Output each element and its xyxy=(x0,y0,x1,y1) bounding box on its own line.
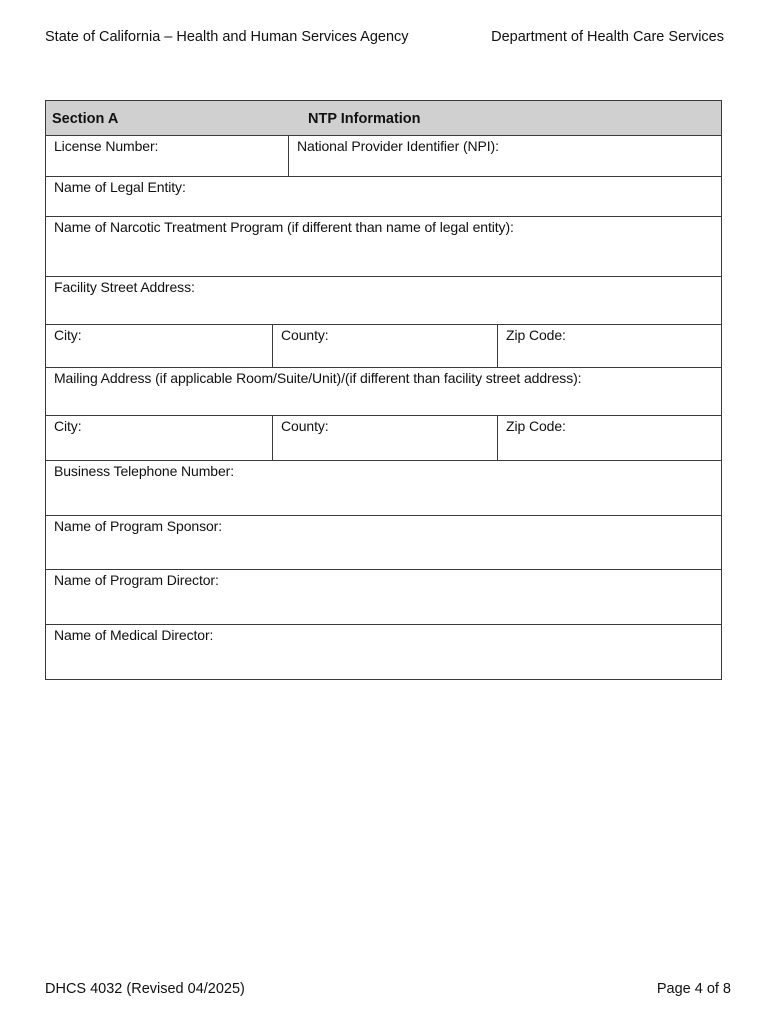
business-phone-field[interactable]: Business Telephone Number: xyxy=(54,463,235,479)
form-id: DHCS 4032 (Revised 04/2025) xyxy=(45,981,245,997)
medical-director-row xyxy=(46,625,721,679)
section-label: Section A xyxy=(52,111,119,127)
program-director-row xyxy=(46,570,721,625)
facility-city-field[interactable]: City: xyxy=(54,327,82,343)
section-title: NTP Information xyxy=(308,111,421,127)
page-number: Page 4 of 8 xyxy=(656,981,731,997)
ntp-name-field[interactable]: Name of Narcotic Treatment Program (if different than name of legal entity): xyxy=(54,219,514,235)
mailing-address-row xyxy=(46,368,721,416)
npi-field[interactable]: National Provider Identifier (NPI): xyxy=(288,136,721,176)
mailing-county-field[interactable]: County: xyxy=(272,416,497,460)
license-number-field[interactable]: License Number: xyxy=(54,138,159,154)
department-header: Department of Health Care Services xyxy=(491,29,724,45)
facility-address-field[interactable]: Facility Street Address: xyxy=(54,279,195,295)
business-phone-row xyxy=(46,461,721,516)
program-sponsor-row xyxy=(46,516,721,570)
agency-header: State of California – Health and Human Services Agency xyxy=(45,29,409,45)
program-director-field[interactable]: Name of Program Director: xyxy=(54,572,219,588)
ntp-name-row xyxy=(46,217,721,277)
section-header xyxy=(46,101,721,136)
program-sponsor-field[interactable]: Name of Program Sponsor: xyxy=(54,518,223,534)
ntp-information-form xyxy=(45,100,722,680)
facility-county-field[interactable]: County: xyxy=(272,325,497,367)
mailing-city-field[interactable]: City: xyxy=(54,418,82,434)
mailing-zip-field[interactable]: Zip Code: xyxy=(497,416,721,460)
license-row xyxy=(46,136,721,177)
legal-entity-row xyxy=(46,177,721,217)
legal-entity-field[interactable]: Name of Legal Entity: xyxy=(54,179,186,195)
medical-director-field[interactable]: Name of Medical Director: xyxy=(54,627,214,643)
mailing-address-field[interactable]: Mailing Address (if applicable Room/Suite/Unit)/(if different than facility street address): xyxy=(54,370,582,386)
mailing-city-row xyxy=(46,416,721,461)
facility-zip-field[interactable]: Zip Code: xyxy=(497,325,721,367)
facility-address-row xyxy=(46,277,721,325)
facility-city-row xyxy=(46,325,721,368)
